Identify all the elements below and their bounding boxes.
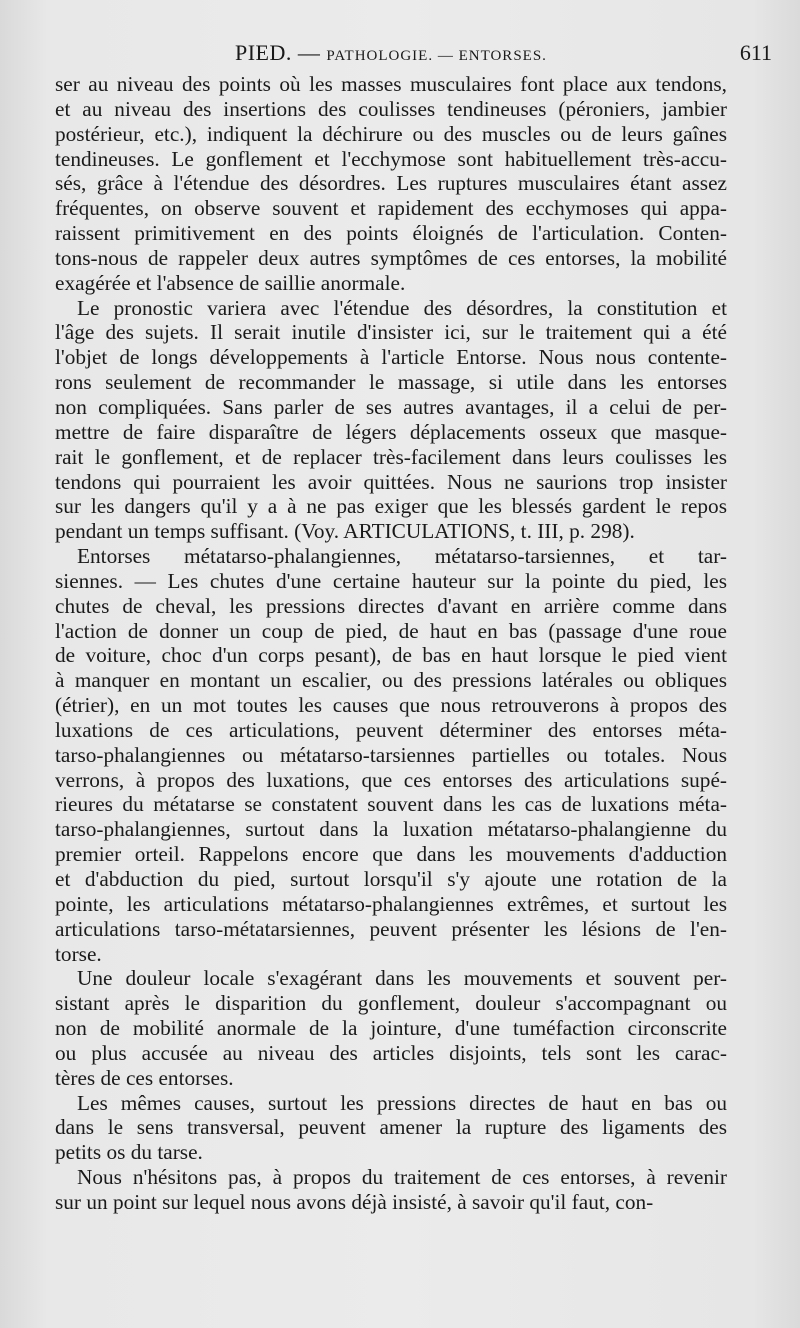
text-line: ser au niveau des points où les masses musculaires font place aux tendons, [55, 72, 727, 96]
text-line: Le pronostic variera avec l'étendue des désordres, la constitution et [77, 295, 727, 320]
text-line: rait le gonflement, et de replacer très-facilement dans leurs coulisses les [55, 444, 727, 469]
text-line: et au niveau des insertions des coulisses tendineuses (péroniers, jambier [55, 96, 727, 121]
text-line: (étrier), en un mot toutes les causes que nous retrouverons à propos des [55, 693, 727, 718]
text-line: rieures du métatarse se constatent souvent dans les cas de luxations méta- [55, 792, 727, 817]
page-number: 611 [739, 40, 772, 65]
paragraph [55, 1165, 727, 1215]
text-line: postérieur, etc.), indiquent la déchirure ou des muscles ou de leurs gaînes [55, 121, 727, 146]
text-line: premier orteil. Rappelons encore que dans les mouvements d'adduction [55, 842, 727, 867]
text-line: sur un point sur lequel nous avons déjà insisté, à savoir qu'il faut, con- [55, 1189, 654, 1214]
text-line: petits os du tarse. [55, 1140, 203, 1165]
text-line: siennes. — Les chutes d'une certaine hauteur sur la pointe du pied, les [55, 568, 727, 593]
text-line: sistant après le disparition du gonflement, douleur s'accompagnant ou [55, 991, 727, 1016]
text-line: l'objet de longs développements à l'article Entorse. Nous nous contente- [55, 345, 727, 370]
text-line: dans le sens transversal, peuvent amener la rupture des ligaments des [55, 1115, 727, 1140]
body-text [55, 72, 727, 1215]
text-line: mettre de faire disparaître de légers déplacements osseux que masque- [55, 419, 727, 444]
text-line: articulations tarso-métatarsiennes, peuvent présenter les lésions de l'en- [55, 916, 727, 941]
paragraph [55, 72, 727, 296]
running-header [0, 40, 800, 70]
text-line: de voiture, choc d'un corps pesant), de bas en haut lorsque le pied vient [55, 643, 727, 668]
header-title [235, 40, 547, 66]
text-line: fréquentes, on observe souvent et rapidement des ecchymoses qui appa- [55, 196, 727, 221]
paragraph [55, 1091, 727, 1166]
header-title-sub: PATHOLOGIE. — ENTORSES. [326, 48, 547, 64]
text-line: Une douleur locale s'exagérant dans les mouvements et souvent per- [77, 966, 727, 991]
text-line: sur les dangers qu'il y a à ne pas exiger que les blessés gardent le repos [55, 494, 727, 519]
text-line: Les mêmes causes, surtout les pressions directes de haut en bas ou [77, 1090, 727, 1115]
paragraph [55, 544, 727, 966]
text-line: l'âge des sujets. Il serait inutile d'insister ici, sur le traitement qui a été [55, 320, 727, 345]
text-line: l'action de donner un coup de pied, de haut en bas (passage d'une roue [55, 618, 727, 643]
text-line: rons seulement de recommander le massage, si utile dans les entorses [55, 370, 727, 395]
text-line: luxations de ces articulations, peuvent déterminer des entorses méta- [55, 717, 727, 742]
text-line: tons-nous de rappeler deux autres symptômes de ces entorses, la mobilité [55, 245, 727, 270]
text-line: raissent primitivement en des points éloignés de l'articulation. Conten- [55, 221, 727, 246]
text-line: pointe, les articulations métatarso-phalangiennes extrêmes, et surtout les [55, 891, 727, 916]
text-line: pendant un temps suffisant. (Voy. ARTICULATIONS, t. III, p. 298). [55, 519, 635, 544]
text-line: tendons qui pourraient les avoir quittées. Nous ne saurions trop insister [55, 469, 727, 494]
text-line: exagérée et l'absence de saillie anormale. [55, 270, 406, 295]
text-line: chutes de cheval, les pressions directes d'avant en arrière comme dans [55, 593, 727, 618]
header-title-main: PIED. — [235, 40, 327, 65]
paragraph [55, 966, 727, 1090]
text-line: tendineuses. Le gonflement et l'ecchymose sont habituellement très-accu- [55, 146, 727, 171]
text-line: tères de ces entorses. [55, 1065, 234, 1090]
text-line: non compliquées. Sans parler de ses autres avantages, il a celui de per- [55, 394, 727, 419]
text-line: ou plus accusée au niveau des articles disjoints, tels sont les carac- [55, 1040, 727, 1065]
text-line: et d'abduction du pied, surtout lorsqu'il s'y ajoute une rotation de la [55, 867, 727, 891]
text-line: verrons, à propos des luxations, que ces entorses des articulations supé- [55, 767, 727, 792]
text-line: sés, grâce à l'étendue des désordres. Les ruptures musculaires étant assez [55, 171, 727, 196]
text-line: tarso-phalangiennes ou métatarso-tarsiennes partielles ou totales. Nous [55, 742, 727, 767]
paragraph [55, 296, 727, 544]
text-line: non de mobilité anormale de la jointure, d'une tuméfaction circonscrite [55, 1016, 727, 1041]
text-line: Nous n'hésitons pas, à propos du traitement de ces entorses, à revenir [77, 1165, 727, 1190]
text-line: à manquer en montant un escalier, ou des pressions latérales ou obliques [55, 668, 727, 693]
text-line: Entorses métatarso-phalangiennes, métatarso-tarsiennes, et tar- [77, 544, 727, 569]
text-line: tarso-phalangiennes, surtout dans la luxation métatarso-phalangienne du [55, 817, 727, 842]
text-line: torse. [55, 941, 102, 966]
